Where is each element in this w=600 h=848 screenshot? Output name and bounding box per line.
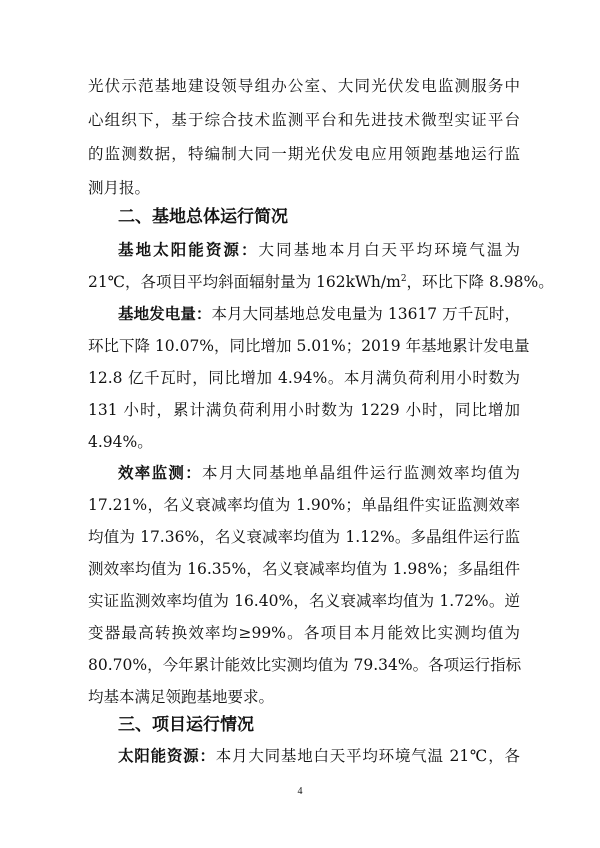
intro-line-1: 光伏示范基地建设领导组办公室、大同光伏发电监测服务中: [88, 77, 520, 95]
project-solar-line-1: [118, 746, 520, 766]
efficiency-line-2: 17.21%，名义衰减率均值为 1.90%；单晶组件实证监测效率: [88, 496, 520, 514]
generation-label: 基地发电量：: [118, 305, 212, 323]
generation-text-1: 本月大同基地总发电量为 13617 万千瓦时，: [211, 305, 520, 323]
section-heading-3: 三、项目运行情况: [118, 715, 254, 735]
efficiency-line-8: 均基本满足领跑基地要求。: [88, 688, 275, 706]
page-number: 4: [297, 786, 303, 797]
solar-resource-text-2a: 21℃，各项目平均斜面辐射量为 162kWh/m: [88, 273, 401, 291]
efficiency-text-1: 本月大同基地单晶组件运行监测效率均值为: [202, 464, 520, 482]
generation-line-5: 4.94%。: [88, 433, 153, 451]
efficiency-label: 效率监测：: [118, 464, 203, 482]
efficiency-line-7: 80.70%，今年累计能效比实测均值为 79.34%。各项运行指标: [88, 656, 522, 674]
intro-line-4: 测月报。: [88, 179, 151, 197]
section-heading-2: 二、基地总体运行简况: [118, 207, 288, 227]
solar-resource-text: 大同基地本月白天平均环境气温为: [258, 241, 520, 259]
generation-line-3: 12.8 亿千瓦时，同比增加 4.94%。本月满负荷利用小时数为: [88, 369, 520, 387]
generation-line-1: [118, 304, 520, 324]
efficiency-line-6: 变器最高转换效率均≥99%。各项目本月能效比实测均值为: [88, 624, 520, 642]
superscript: 2: [400, 273, 407, 284]
solar-resource-line-2: [88, 272, 554, 292]
solar-resource-line-1: [118, 240, 520, 260]
solar-resource-label: 基地太阳能资源：: [118, 241, 259, 259]
efficiency-line-4: 测效率均值为 16.35%，名义衰减率均值为 1.98%；多晶组件: [88, 560, 520, 578]
generation-line-4: 131 小时，累计满负荷利用小时数为 1229 小时，同比增加: [88, 401, 520, 419]
efficiency-line-5: 实证监测效率均值为 16.40%，名义衰减率均值为 1.72%。逆: [88, 592, 520, 610]
efficiency-line-3: 均值为 17.36%，名义衰减率均值为 1.12%。多晶组件运行监: [88, 528, 520, 546]
solar-resource-text-2b: ，环比下降 8.98%。: [406, 273, 554, 291]
intro-line-2: 心组织下，基于综合技术监测平台和先进技术微型实证平台: [88, 111, 520, 129]
project-solar-text: 本月大同基地白天平均环境气温 21℃，各: [215, 747, 520, 765]
efficiency-line-1: [118, 463, 520, 483]
intro-line-3: 的监测数据，特编制大同一期光伏发电应用领跑基地运行监: [88, 145, 520, 163]
generation-line-2: 环比下降 10.07%，同比增加 5.01%；2019 年基地累计发电量: [88, 337, 530, 355]
project-solar-label: 太阳能资源：: [118, 747, 216, 765]
